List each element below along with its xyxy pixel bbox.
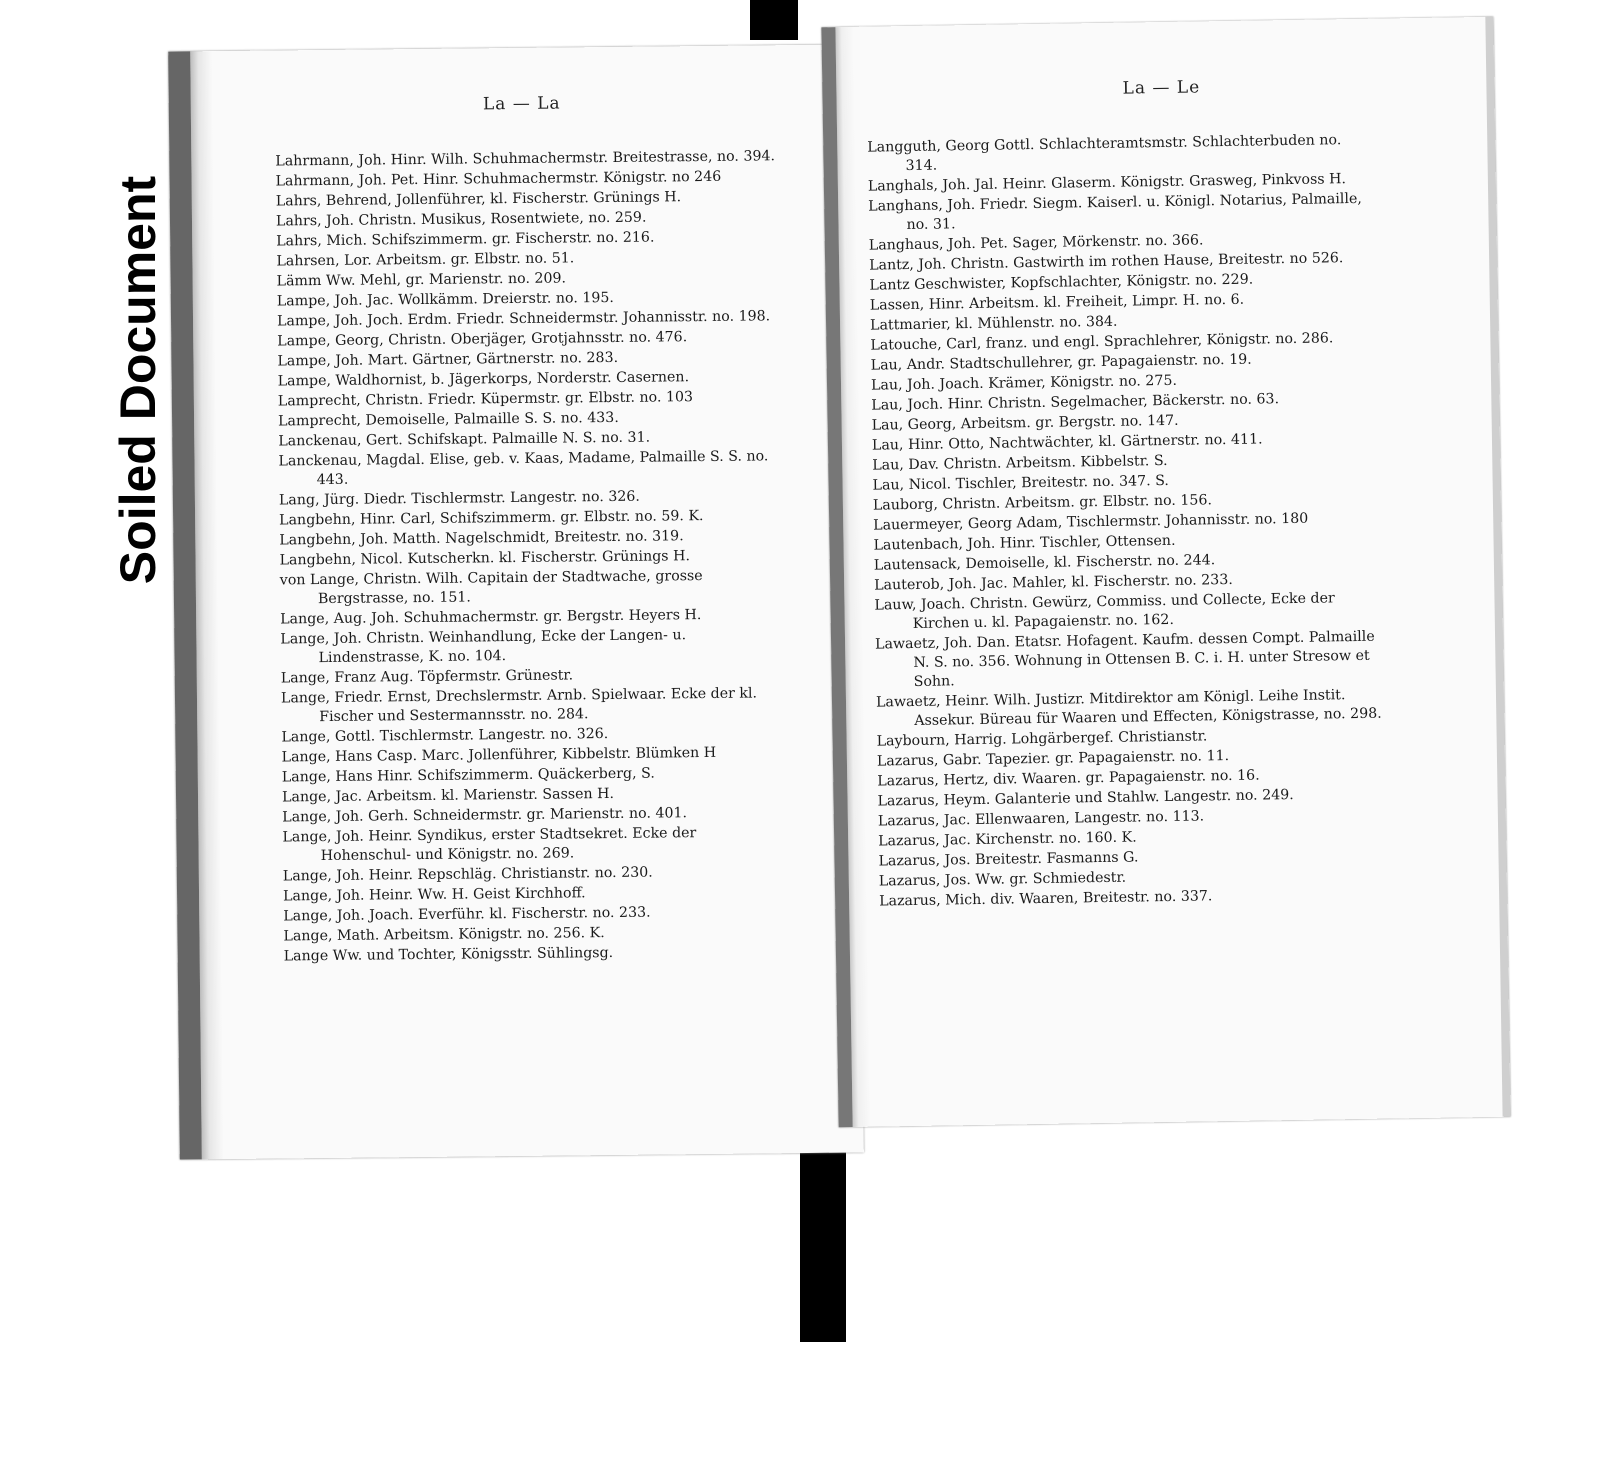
directory-entry: Lampe, Joh. Joch. Erdm. Friedr. Schneidermstr. Johannisstr. no. 198. [276, 308, 771, 330]
directory-entry: Lamprecht, Christn. Friedr. Küpermstr. gr. Elbstr. no. 103 [277, 389, 694, 410]
directory-entry: Lämm Ww. Mehl, gr. Marienstr. no. 209. [276, 270, 567, 290]
directory-entry: Lauw, Joach. Christn. Gewürz, Commiss. und Collecte, Ecke der Kirchen u. kl. Papagaienstr. no. 162. [874, 590, 1335, 632]
directory-entry: Lange, Jac. Arbeitsm. kl. Marienstr. Sassen H. [281, 785, 615, 806]
directory-entry: Lantz, Joh. Christn. Gastwirth im rothen Hause, Breitestr. no 526. [869, 250, 1344, 274]
left-entry-list [275, 147, 784, 967]
directory-entry: Lange, Joh. Heinr. Repschläg. Christianstr. no. 230. [282, 864, 653, 885]
directory-entry: Lahrs, Mich. Schifszimmerm. gr. Fischerstr. no. 216. [276, 229, 655, 250]
directory-entry: Lange, Friedr. Ernst, Drechslermstr. Arnb. Spielwaar. Ecke der kl. Fischer und Sestermannsstr. no. 284. [280, 685, 758, 726]
directory-entry: Lampe, Waldhornist, b. Jägerkorps, Norderstr. Casernen. [277, 369, 690, 390]
directory-entry: Lau, Georg, Arbeitsm. gr. Bergstr. no. 147. [871, 412, 1179, 434]
directory-entry: Lange, Joh. Christn. Weinhandlung, Ecke der Langen- u. Lindenstrasse, K. no. 104. [280, 627, 687, 667]
directory-entry: Lau, Nicol. Tischler, Breitestr. no. 347. S. [872, 472, 1170, 494]
directory-entry: Lampe, Joh. Mart. Gärtner, Gärtnerstr. no. 283. [277, 349, 619, 370]
directory-entry: Langhans, Joh. Friedr. Siegm. Kaiserl. u. Königl. Notarius, Palmaille, no. 31. [868, 190, 1362, 234]
directory-entry: Lawaetz, Joh. Dan. Etatsr. Hofagent. Kaufm. dessen Compt. Palmaille N. S. no. 356. Wohnung in Ottensen B. C. i. H. unter Stresow et Sohn. [874, 628, 1375, 690]
directory-entry: Lange, Joh. Heinr. Syndikus, erster Stadtsekret. Ecke der Hohenschul- und Königstr. no. 269. [282, 825, 697, 865]
right-page-header: La — Le [1122, 77, 1201, 99]
directory-entry: Lamprecht, Demoiselle, Palmaille S. S. no. 433. [278, 409, 619, 430]
directory-entry: Lange, Joh. Joach. Everführ. kl. Fischerstr. no. 233. [283, 904, 651, 925]
directory-entry: Lahrs, Joh. Christn. Musikus, Rosentwiete, no. 259. [275, 209, 647, 230]
directory-entry: Laybourn, Harrig. Lohgärbergef. Christianstr. [876, 728, 1208, 750]
directory-entry: Lantz Geschwister, Kopfschlachter, Königstr. no. 229. [869, 271, 1254, 294]
right-page [821, 17, 1510, 1127]
directory-entry: Lahrmann, Joh. Pet. Hinr. Schuhmachermstr. Königstr. no 246 [275, 168, 722, 190]
binding-strip-bottom [800, 1130, 846, 1342]
directory-entry: Lazarus, Gabr. Tapezier. gr. Papagaienstr. no. 11. [876, 748, 1230, 770]
directory-entry: Lange, Aug. Joh. Schuhmachermstr. gr. Bergstr. Heyers H. [280, 607, 702, 628]
directory-entry: Langhals, Joh. Jal. Heinr. Glaserm. Königstr. Grasweg, Pinkvoss H. [867, 171, 1347, 195]
directory-entry: Lampe, Georg, Christn. Oberjäger, Grotjahnsstr. no. 476. [277, 329, 688, 350]
directory-entry: Lange, Joh. Gerh. Schneidermstr. gr. Marienstr. no. 401. [282, 805, 688, 826]
directory-entry: Lanckenau, Gert. Schifskapt. Palmaille N. S. no. 31. [278, 429, 651, 450]
directory-entry: Lahrmann, Joh. Hinr. Wilh. Schuhmachermstr. Breitestrasse, no. 394. [275, 148, 776, 170]
directory-entry: Lange, Joh. Heinr. Ww. H. Geist Kirchhoff. [282, 885, 586, 905]
directory-entry: Langbehn, Joh. Matth. Nagelschmidt, Breitestr. no. 319. [279, 528, 684, 549]
directory-entry: Lattmarier, kl. Mühlenstr. no. 384. [869, 313, 1118, 334]
soiled-document-stamp [108, 130, 168, 630]
directory-entry: Lahrs, Behrend, Jollenführer, kl. Fischerstr. Grünings H. [275, 189, 682, 210]
directory-entry: Lauermeyer, Georg Adam, Tischlermstr. Johannisstr. no. 180 [873, 510, 1309, 534]
directory-entry: Lassen, Hinr. Arbeitsm. kl. Freiheit, Limpr. H. no. 6. [869, 291, 1245, 314]
directory-entry: Lange, Franz Aug. Töpfermstr. Grünestr. [280, 667, 574, 687]
directory-entry: Lazarus, Mich. div. Waaren, Breitestr. no. 337. [879, 888, 1213, 910]
directory-entry: Lauborg, Christn. Arbeitsm. gr. Elbstr. no. 156. [872, 492, 1213, 514]
directory-entry: Lange, Math. Arbeitsm. Königstr. no. 256. K. [283, 925, 605, 945]
directory-entry: Lau, Dav. Christn. Arbeitsm. Kibbelstr. S. [872, 452, 1168, 474]
directory-entry: Lau, Joch. Hinr. Christn. Segelmacher, Bäckerstr. no. 63. [871, 391, 1280, 414]
directory-entry: Lau, Andr. Stadtschullehrer, gr. Papagaienstr. no. 19. [870, 351, 1252, 374]
directory-entry: Lange, Hans Casp. Marc. Jollenführer, Kibbelstr. Blümken H [281, 744, 717, 766]
directory-entry: Lautensack, Demoiselle, kl. Fischerstr. no. 244. [873, 552, 1216, 574]
directory-entry: Lange, Gottl. Tischlermstr. Langestr. no. 326. [281, 726, 609, 746]
directory-entry: von Lange, Christn. Wilh. Capitain der Stadtwache, grosse Bergstrasse, no. 151. [279, 568, 703, 608]
binding-strip-top [750, 0, 798, 40]
directory-entry: Lange Ww. und Tochter, Königsstr. Sühlingsg. [283, 945, 614, 965]
directory-entry: Lawaetz, Heinr. Wilh. Justizr. Mitdirektor am Königl. Leihe Instit. Assekur. Büreau für Waaren und Effecten, Königstrasse, no. 298. [875, 687, 1382, 729]
directory-entry: Lautenbach, Joh. Hinr. Tischler, Ottensen. [873, 532, 1176, 554]
directory-entry: Lazarus, Jac. Kirchenstr. no. 160. K. [878, 829, 1137, 850]
left-page [168, 44, 864, 1159]
directory-entry: Lazarus, Jac. Ellenwaaren, Langestr. no. 113. [877, 808, 1205, 830]
directory-entry: Latouche, Carl, franz. und engl. Sprachlehrer, Königstr. no. 286. [870, 330, 1334, 354]
directory-entry: Lazarus, Heym. Galanterie und Stahlw. Langestr. no. 249. [877, 787, 1294, 810]
directory-entry: Lanckenau, Magdal. Elise, geb. v. Kaas, Madame, Palmaille S. S. no. 443. [278, 448, 769, 489]
directory-entry: Lazarus, Jos. Ww. gr. Schmiedestr. [878, 869, 1127, 890]
directory-entry: Lang, Jürg. Diedr. Tischlermstr. Langestr. no. 326. [278, 488, 640, 509]
directory-entry: Lazarus, Jos. Breitestr. Fasmanns G. [878, 849, 1139, 870]
directory-entry: Lahrsen, Lor. Arbeitsm. gr. Elbstr. no. 51. [276, 250, 575, 270]
directory-entry: Langguth, Georg Gottl. Schlachteramtsmstr. Schlachterbuden no. 314. [867, 132, 1342, 175]
directory-entry: Lau, Hinr. Otto, Nachtwächter, kl. Gärtnerstr. no. 411. [871, 431, 1263, 454]
left-page-header: La — La [482, 93, 561, 115]
directory-entry: Lampe, Joh. Jac. Wollkämm. Dreierstr. no. 195. [276, 289, 614, 310]
directory-entry: Langbehn, Hinr. Carl, Schifszimmerm. gr. Elbstr. no. 59. K. [279, 508, 704, 529]
directory-entry: Langhaus, Joh. Pet. Sager, Mörkenstr. no. 366. [868, 232, 1204, 254]
directory-entry: Lau, Joh. Joach. Krämer, Königstr. no. 275. [870, 372, 1178, 394]
stamp-label: Soiled Document [110, 175, 166, 585]
directory-entry: Lauterob, Joh. Jac. Mahler, kl. Fischerstr. no. 233. [874, 571, 1233, 594]
directory-entry: Lange, Hans Hinr. Schifszimmerm. Quäckerberg, S. [281, 765, 655, 786]
directory-entry: Langbehn, Nicol. Kutscherkn. kl. Fischerstr. Grünings H. [279, 548, 691, 569]
right-entry-list [867, 131, 1389, 913]
directory-entry: Lazarus, Hertz, div. Waaren. gr. Papagaienstr. no. 16. [877, 767, 1260, 790]
